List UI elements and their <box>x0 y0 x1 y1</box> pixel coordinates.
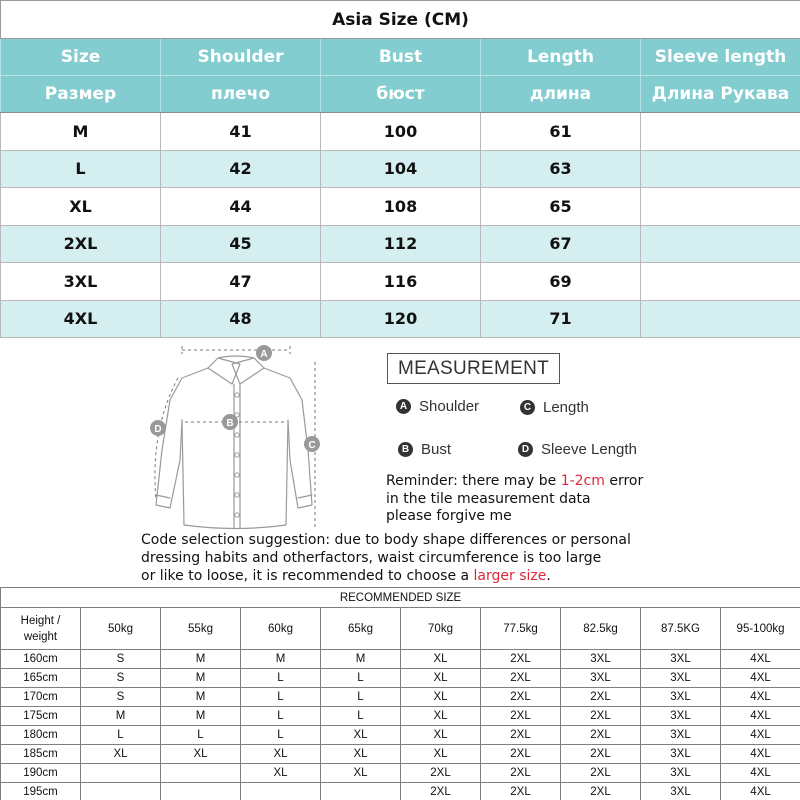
header-shoulder-ru: плечо <box>161 76 321 113</box>
legend-label-bust: Bust <box>421 441 452 458</box>
recommended-row <box>1 726 800 745</box>
cell-shoulder: 44 <box>161 188 321 226</box>
recommended-size-cell: 2XL <box>481 764 561 783</box>
recommended-size-cell: XL <box>401 650 481 669</box>
legend-label-length: Length <box>543 399 589 416</box>
recommended-size-cell: 3XL <box>641 669 721 688</box>
recommended-size-cell: 2XL <box>561 783 641 800</box>
cell-size: L <box>1 150 161 188</box>
recommended-size-cell: 2XL <box>561 726 641 745</box>
legend-badge-c: C <box>520 400 535 415</box>
reminder-line2: in the tile measurement data <box>386 490 591 507</box>
recommended-row <box>1 745 800 764</box>
recommended-size-cell: 3XL <box>561 669 641 688</box>
weight-header: 60kg <box>241 608 321 650</box>
reminder-line1-post: error <box>604 473 644 489</box>
size-row-3xl <box>1 263 800 301</box>
cell-sleeve <box>641 113 800 151</box>
cell-shoulder: 48 <box>161 300 321 338</box>
recommended-size-cell: L <box>241 707 321 726</box>
recommended-size-cell: M <box>321 650 401 669</box>
cell-bust: 100 <box>321 113 481 151</box>
recommended-size-cell: 2XL <box>561 688 641 707</box>
size-row-4xl <box>1 300 800 338</box>
weight-header: 82.5kg <box>561 608 641 650</box>
recommended-row <box>1 783 800 800</box>
suggestion-line3-post: . <box>546 568 551 584</box>
height-cell: 190cm <box>1 764 81 783</box>
recommended-size-cell: XL <box>321 726 401 745</box>
height-cell: 180cm <box>1 726 81 745</box>
weight-header: 77.5kg <box>481 608 561 650</box>
legend-bust <box>398 441 451 458</box>
recommended-size-cell: S <box>81 688 161 707</box>
weight-header: 70kg <box>401 608 481 650</box>
recommended-size-cell: M <box>161 669 241 688</box>
header-length: Length <box>481 39 641 76</box>
cell-sleeve <box>641 225 800 263</box>
recommended-size-cell: M <box>161 707 241 726</box>
recommended-size-cell: 2XL <box>401 764 481 783</box>
recommended-size-cell: XL <box>161 745 241 764</box>
recommended-size-cell: XL <box>401 726 481 745</box>
header-size-ru: Размер <box>1 76 161 113</box>
header-bust-ru: бюст <box>321 76 481 113</box>
cell-size: 2XL <box>1 225 161 263</box>
height-cell: 165cm <box>1 669 81 688</box>
corner-line1: Height / <box>20 614 61 627</box>
suggestion-highlight: larger size <box>473 568 547 584</box>
recommended-row <box>1 669 800 688</box>
cell-shoulder: 41 <box>161 113 321 151</box>
height-cell: 185cm <box>1 745 81 764</box>
recommended-size-cell: L <box>321 669 401 688</box>
recommended-size-cell: 3XL <box>641 745 721 764</box>
legend-length <box>520 399 589 416</box>
reminder-line1-pre: Reminder: there may be <box>386 473 561 489</box>
recommended-size-cell: L <box>241 688 321 707</box>
weight-header: 95-100kg <box>721 608 800 650</box>
recommended-size-cell <box>321 783 401 800</box>
size-row-xl <box>1 188 800 226</box>
suggestion-line1: Code selection suggestion: due to body shape differences or personal <box>141 532 631 548</box>
recommended-size-cell: 2XL <box>561 745 641 764</box>
height-cell: 170cm <box>1 688 81 707</box>
cell-length: 63 <box>481 150 641 188</box>
diagram-label-d: D <box>154 424 162 435</box>
size-row-m <box>1 113 800 151</box>
recommended-size-cell: L <box>321 707 401 726</box>
recommended-size-cell <box>241 783 321 800</box>
recommended-size-cell: 3XL <box>641 650 721 669</box>
reminder-line3: please forgive me <box>386 508 512 524</box>
recommended-row <box>1 688 800 707</box>
recommended-size-cell: L <box>241 726 321 745</box>
recommended-row <box>1 650 800 669</box>
recommended-size-cell: 4XL <box>721 783 800 800</box>
height-weight-corner <box>1 608 81 650</box>
recommended-size-cell: 4XL <box>721 669 800 688</box>
recommended-size-cell: M <box>161 688 241 707</box>
legend-badge-a: A <box>396 399 411 414</box>
recommended-size-cell: 4XL <box>721 726 800 745</box>
cell-bust: 108 <box>321 188 481 226</box>
diagram-label-a: A <box>260 349 268 360</box>
size-suggestion-text <box>141 531 796 585</box>
size-chart-table <box>0 0 800 338</box>
header-length-ru: длина <box>481 76 641 113</box>
recommended-size-cell: 3XL <box>641 688 721 707</box>
cell-sleeve <box>641 188 800 226</box>
recommended-size-cell: 4XL <box>721 707 800 726</box>
recommended-size-cell: 2XL <box>481 650 561 669</box>
recommended-size-cell: 3XL <box>561 650 641 669</box>
header-sleeve-length-ru: Длина Рукава <box>641 76 800 113</box>
recommended-size-cell <box>81 764 161 783</box>
size-row-2xl <box>1 225 800 263</box>
recommended-size-cell: XL <box>241 764 321 783</box>
height-cell: 195cm <box>1 783 81 800</box>
recommended-size-cell: 2XL <box>561 707 641 726</box>
suggestion-line2: dressing habits and otherfactors, waist circumference is too large <box>141 550 602 566</box>
corner-line2: weight <box>23 630 58 643</box>
cell-bust: 120 <box>321 300 481 338</box>
recommended-size-cell: XL <box>401 745 481 764</box>
recommended-size-cell: 2XL <box>481 745 561 764</box>
measurement-title: MEASUREMENT <box>387 353 560 384</box>
recommended-size-cell: 2XL <box>481 669 561 688</box>
recommended-size-cell: 2XL <box>481 783 561 800</box>
recommended-size-cell: S <box>81 650 161 669</box>
recommended-size-cell: 2XL <box>401 783 481 800</box>
recommended-size-cell: 4XL <box>721 745 800 764</box>
header-sleeve-length: Sleeve length <box>641 39 800 76</box>
cell-size: M <box>1 113 161 151</box>
suggestion-line3-pre: or like to loose, it is recommended to choose a <box>141 568 474 584</box>
recommended-size-cell: S <box>81 669 161 688</box>
weight-header: 87.5KG <box>641 608 721 650</box>
cell-shoulder: 42 <box>161 150 321 188</box>
recommended-size-cell: XL <box>321 764 401 783</box>
recommended-size-cell: 2XL <box>481 688 561 707</box>
weight-header: 50kg <box>81 608 161 650</box>
recommended-row <box>1 764 800 783</box>
recommended-row <box>1 707 800 726</box>
cell-length: 61 <box>481 113 641 151</box>
cell-sleeve <box>641 150 800 188</box>
recommended-size-cell <box>161 764 241 783</box>
cell-length: 69 <box>481 263 641 301</box>
cell-bust: 116 <box>321 263 481 301</box>
recommended-size-cell: 3XL <box>641 707 721 726</box>
diagram-label-c: C <box>308 440 316 451</box>
cell-shoulder: 45 <box>161 225 321 263</box>
cell-size: XL <box>1 188 161 226</box>
recommended-size-cell: 3XL <box>641 726 721 745</box>
weight-header-row <box>1 608 800 650</box>
recommended-size-title: RECOMMENDED SIZE <box>1 588 800 608</box>
recommended-size-cell: 4XL <box>721 688 800 707</box>
recommended-size-cell: 2XL <box>481 707 561 726</box>
legend-label-sleeve-length: Sleeve Length <box>541 441 637 458</box>
cell-sleeve <box>641 300 800 338</box>
legend-badge-b: B <box>398 442 413 457</box>
recommended-size-cell: 3XL <box>641 783 721 800</box>
recommended-size-cell: L <box>81 726 161 745</box>
header-size: Size <box>1 39 161 76</box>
recommended-size-cell: XL <box>401 688 481 707</box>
recommended-size-cell: L <box>161 726 241 745</box>
cell-length: 67 <box>481 225 641 263</box>
diagram-label-b: B <box>226 418 234 429</box>
weight-header: 65kg <box>321 608 401 650</box>
size-chart-title: Asia Size (CM) <box>1 1 800 39</box>
reminder-highlight: 1-2cm <box>560 473 605 489</box>
cell-bust: 112 <box>321 225 481 263</box>
legend-badge-d: D <box>518 442 533 457</box>
weight-header: 55kg <box>161 608 241 650</box>
cell-length: 71 <box>481 300 641 338</box>
legend-shoulder <box>396 398 479 415</box>
recommended-size-cell: XL <box>81 745 161 764</box>
recommended-size-cell: 4XL <box>721 764 800 783</box>
recommended-size-cell: L <box>321 688 401 707</box>
legend-sleeve-length <box>518 441 637 458</box>
header-shoulder: Shoulder <box>161 39 321 76</box>
recommended-size-cell: XL <box>241 745 321 764</box>
recommended-size-cell <box>161 783 241 800</box>
legend-label-shoulder: Shoulder <box>419 398 480 415</box>
cell-length: 65 <box>481 188 641 226</box>
recommended-size-cell: 4XL <box>721 650 800 669</box>
cell-size: 4XL <box>1 300 161 338</box>
recommended-size-cell: L <box>241 669 321 688</box>
recommended-size-table <box>0 587 800 800</box>
recommended-size-cell: 2XL <box>561 764 641 783</box>
recommended-size-cell: M <box>81 707 161 726</box>
recommended-size-cell: XL <box>401 707 481 726</box>
recommended-size-cell: XL <box>321 745 401 764</box>
recommended-size-cell <box>81 783 161 800</box>
recommended-size-cell: XL <box>401 669 481 688</box>
recommended-size-cell: M <box>161 650 241 669</box>
cell-sleeve <box>641 263 800 301</box>
cell-bust: 104 <box>321 150 481 188</box>
shirt-measurement-diagram <box>130 340 360 540</box>
size-row-l <box>1 150 800 188</box>
recommended-size-cell: 3XL <box>641 764 721 783</box>
header-bust: Bust <box>321 39 481 76</box>
height-cell: 175cm <box>1 707 81 726</box>
reminder-text <box>386 473 796 526</box>
height-cell: 160cm <box>1 650 81 669</box>
recommended-size-cell: M <box>241 650 321 669</box>
cell-size: 3XL <box>1 263 161 301</box>
recommended-size-cell: 2XL <box>481 726 561 745</box>
cell-shoulder: 47 <box>161 263 321 301</box>
